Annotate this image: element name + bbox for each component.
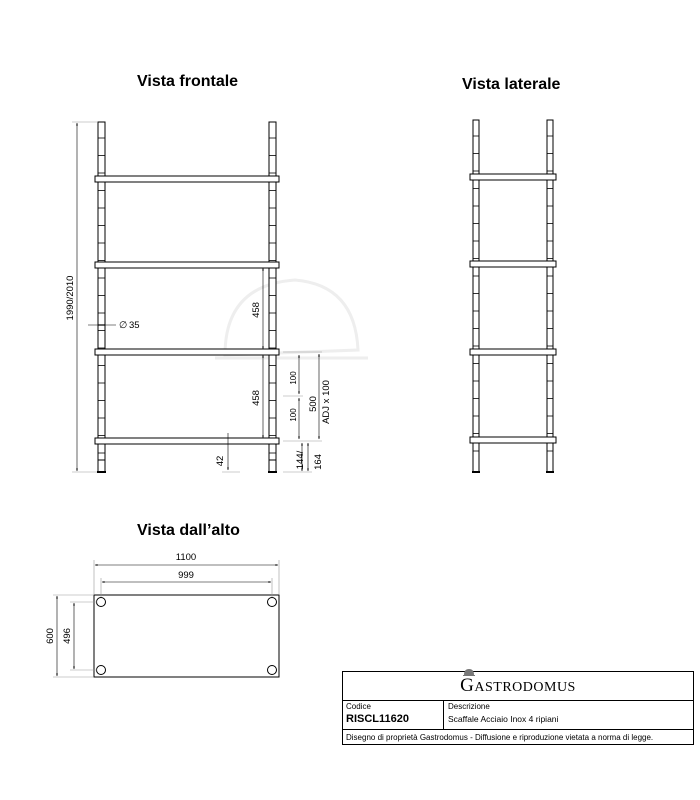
code-value: RISCL11620 [346, 713, 409, 725]
side-right-post [547, 120, 553, 472]
brand-rest: ASTRODOMUS [474, 680, 576, 695]
front-view [95, 122, 279, 472]
top-view-title: Vista dall’alto [137, 522, 240, 539]
foot-range-a: 144/ [295, 450, 306, 470]
top-width-dimension: 1100 [175, 552, 197, 563]
front-shelf-4 [95, 438, 279, 444]
diameter-dimension: 35 [129, 320, 140, 331]
step-b-dimension: 100 [289, 408, 298, 422]
brand-logo [460, 675, 576, 697]
code-label: Codice [346, 702, 371, 711]
front-left-foot [98, 460, 105, 472]
adjust-total-dimension: 500 [308, 396, 319, 412]
bottom-gap-dimension: 42 [215, 455, 226, 467]
spacing-upper-dimension: 458 [251, 302, 262, 318]
title-block [342, 671, 694, 745]
adjust-note: ADJ x 100 [321, 380, 332, 424]
top-view [94, 595, 279, 677]
brand-row [343, 672, 693, 701]
front-shelf-2 [95, 262, 279, 268]
front-shelf-1 [95, 176, 279, 182]
front-shelf-3 [95, 349, 279, 355]
spacing-lower-dimension: 458 [251, 390, 262, 406]
top-inner-width-dimension: 999 [178, 570, 194, 581]
brand-initial: G [460, 675, 475, 696]
description-value: Scaffale Acciaio Inox 4 ripiani [448, 714, 559, 724]
title-block-divider [443, 700, 444, 729]
front-right-post [269, 122, 276, 472]
side-view [470, 120, 556, 472]
top-shelf-outline [94, 595, 279, 677]
step-a-dimension: 100 [289, 371, 298, 385]
front-dimensions [72, 122, 322, 472]
side-shelf-2 [470, 261, 556, 267]
cloche-icon [463, 668, 475, 676]
height-dimension: 1990/2010 [65, 275, 76, 321]
side-shelf-3 [470, 349, 556, 355]
side-post-slots [473, 136, 553, 451]
foot-range-b: 164 [313, 454, 324, 470]
front-left-post [98, 122, 105, 472]
side-shelf-1 [470, 174, 556, 180]
side-view-title: Vista laterale [462, 76, 561, 93]
top-inner-depth-dimension: 496 [62, 628, 73, 644]
ownership-notice: Disegno di proprietà Gastrodomus - Diffusione e riproduzione vietata a norma di legge. [346, 733, 654, 742]
top-depth-dimension: 600 [45, 628, 56, 644]
watermark-logo [215, 280, 368, 358]
side-shelf-4 [470, 437, 556, 443]
title-block-divider-h [343, 729, 693, 730]
diameter-symbol: ∅ [119, 320, 128, 331]
description-label: Descrizione [448, 702, 490, 711]
front-right-foot [269, 460, 276, 472]
front-view-title: Vista frontale [137, 73, 239, 90]
side-left-post [473, 120, 479, 472]
